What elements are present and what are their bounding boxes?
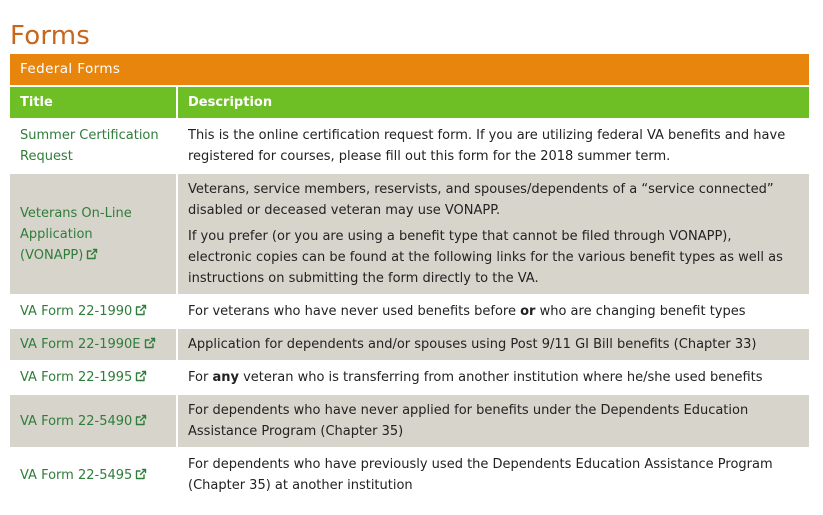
description-text: For veterans who have never used benefits before (188, 304, 521, 319)
form-description-cell (178, 449, 809, 503)
form-link[interactable] (20, 304, 147, 319)
table-caption: Federal Forms (10, 54, 809, 87)
description-text: For (188, 370, 213, 385)
external-link-icon (135, 414, 147, 426)
emphasis-text: or (520, 304, 536, 319)
description-text: This is the online certification request form. If you are utilizing federal VA benefits and have registered for courses, please fill out this form for the 2018 summer term. (188, 128, 786, 164)
description-paragraph (188, 334, 799, 355)
form-description-cell (178, 174, 809, 296)
description-paragraph (188, 367, 799, 388)
form-link[interactable] (20, 206, 132, 263)
description-paragraph (188, 179, 799, 221)
form-link-text: Summer Certification (20, 128, 159, 143)
table-row (10, 174, 809, 296)
form-link-text: VA Form 22-5495 (20, 467, 133, 483)
table-row (10, 449, 809, 503)
description-paragraph (188, 400, 799, 442)
emphasis-text: any (212, 370, 239, 385)
column-header-title: Title (10, 87, 178, 120)
description-text: For dependents who have previously used the Dependents Education Assistance Program (Chapter 35) at another institution (188, 457, 773, 493)
form-link-text: VA Form 22-1995 (20, 370, 133, 385)
form-link-text: Veterans On-Line (20, 205, 132, 221)
form-link[interactable] (20, 414, 147, 429)
external-link-icon (135, 370, 147, 382)
form-link[interactable] (20, 370, 147, 385)
external-link-icon (135, 304, 147, 316)
description-text: veteran who is transferring from another institution where he/she used benefits (238, 370, 763, 385)
column-header-description: Description (178, 87, 809, 120)
form-title-cell (10, 329, 178, 362)
table-row (10, 296, 809, 329)
external-link-icon (144, 337, 156, 349)
form-title-cell (10, 296, 178, 329)
external-link-icon (135, 468, 147, 480)
form-link[interactable] (20, 468, 147, 483)
page-title: Forms (10, 21, 91, 52)
form-link-text: Request (20, 149, 73, 164)
form-description-cell (178, 395, 809, 449)
form-description-cell (178, 120, 809, 174)
form-link[interactable] (20, 337, 156, 352)
form-title-cell (10, 395, 178, 449)
description-text: who are changing benefit types (535, 304, 746, 319)
table-row (10, 329, 809, 362)
form-title-cell (10, 120, 178, 174)
form-description-cell (178, 329, 809, 362)
description-text: Veterans, service members, reservists, and spouses/dependents of a “service connected” disabled or deceased veteran may use VONAPP. (188, 182, 774, 218)
form-link[interactable] (20, 128, 159, 164)
form-link-text: VA Form 22-1990 (20, 304, 133, 319)
form-description-cell (178, 296, 809, 329)
description-text: Application for dependents and/or spouses using Post 9/11 GI Bill benefits (Chapter 33) (188, 337, 757, 352)
form-link-text: VA Form 22-5490 (20, 413, 133, 429)
table-row (10, 120, 809, 174)
description-text: For dependents who have never applied for benefits under the Dependents Education Assistance Program (Chapter 35) (188, 403, 749, 439)
form-link-text: VA Form 22-1990E (20, 337, 141, 352)
description-paragraph (188, 301, 799, 322)
form-title-cell (10, 449, 178, 503)
table-row (10, 362, 809, 395)
table-header-row (10, 87, 809, 120)
external-link-icon (86, 248, 98, 260)
form-link-text: (VONAPP) (20, 247, 84, 263)
description-text: If you prefer (or you are using a benefit type that cannot be filed through VONAPP), electronic copies can be found at the following links for the various benefit types as well as instructions on submitting the form directly to the VA. (188, 229, 783, 286)
table-caption-row (10, 54, 809, 87)
table-row (10, 395, 809, 449)
form-title-cell (10, 174, 178, 296)
form-description-cell (178, 362, 809, 395)
description-paragraph (188, 454, 799, 496)
form-title-cell (10, 362, 178, 395)
federal-forms-table (10, 54, 809, 503)
form-link-text: Application (20, 226, 93, 242)
description-paragraph (188, 226, 799, 289)
description-paragraph (188, 125, 799, 167)
